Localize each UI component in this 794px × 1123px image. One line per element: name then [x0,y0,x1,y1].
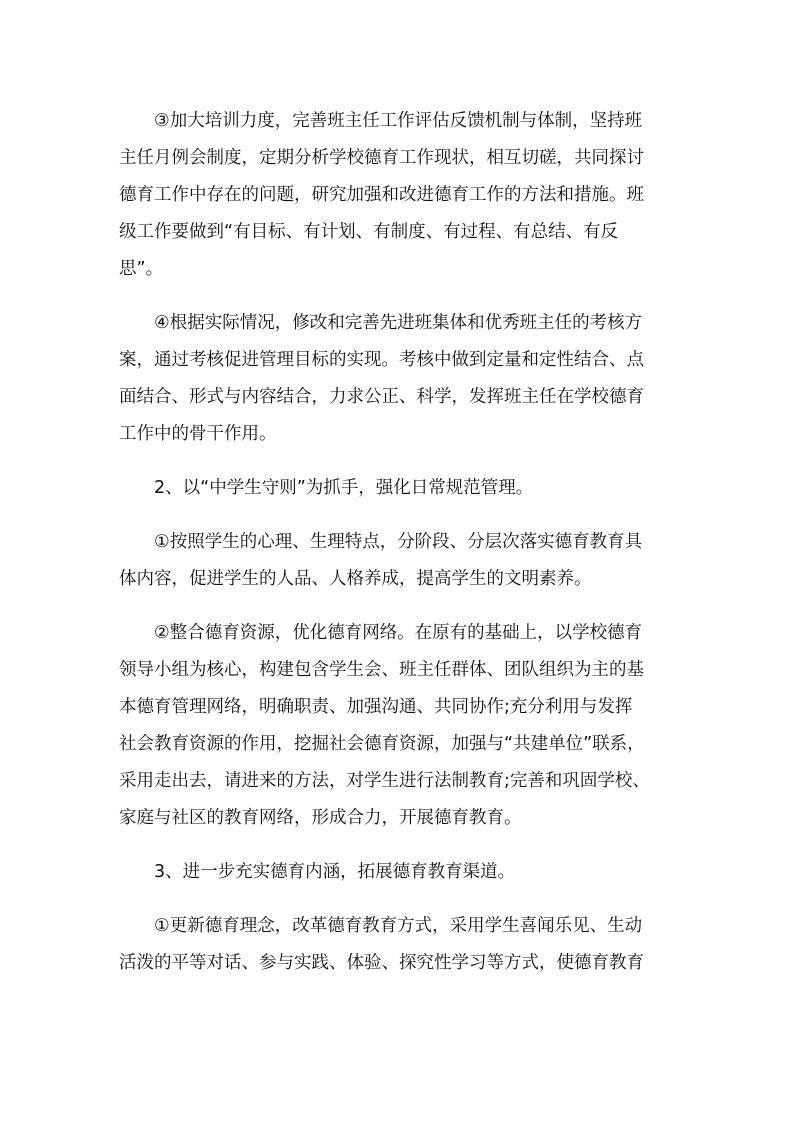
text-line: 活泼的平等对话、参与实践、体验、探究性学习等方式，使德育教育 [119,953,644,973]
document-body [119,103,682,999]
paragraph-1-point-continued [119,908,682,982]
section-heading-3 [119,854,682,891]
text-line: 2、以“中学生守则”为抓手，强化日常规范管理。 [154,478,534,498]
text-line: 领导小组为核心，构建包含学生会、班主任群体、团队组织为主的基 [119,660,644,680]
text-line: 3、进一步充实德育内涵，拓展德育教育渠道。 [154,862,516,882]
text-line: 体内容，促进学生的人品、人格养成，提高学生的文明素养。 [119,569,592,589]
paragraph-1-point [119,524,682,598]
text-line: ③加大培训力度，完善班主任工作评估反馈机制与体制，坚持班 [154,111,643,131]
paragraph-2-point [119,615,682,837]
text-line: ④根据实际情况，修改和完善先进班集体和优秀班主任的考核方 [154,313,643,333]
paragraph-3-point [119,103,682,288]
text-line: 本德育管理网络，明确职责、加强沟通、共同协作;充分利用与发挥 [119,697,633,717]
paragraph-4-point [119,305,682,453]
text-line: ②整合德育资源，优化德育网络。在原有的基础上，以学校德育 [154,623,643,643]
text-line: 德育工作中存在的问题，研究加强和改进德育工作的方法和措施。班 [119,185,644,205]
text-line: 社会教育资源的作用，挖掘社会德育资源，加强与“共建单位”联系， [119,734,645,754]
text-line: 主任月例会制度，定期分析学校德育工作现状，相互切磋，共同探讨 [119,148,644,168]
text-line: ①按照学生的心理、生理特点，分阶段、分层次落实德育教育具 [154,532,643,552]
text-line: 案，通过考核促进管理目标的实现。考核中做到定量和定性结合、点 [119,350,644,370]
text-line: 思”。 [119,259,164,279]
text-line: 面结合、形式与内容结合，力求公正、科学，发挥班主任在学校德育 [119,387,644,407]
text-line: ①更新德育理念，改革德育教育方式，采用学生喜闻乐见、生动 [154,916,643,936]
text-line: 工作中的骨干作用。 [119,424,277,444]
text-line: 级工作要做到“有目标、有计划、有制度、有过程、有总结、有反 [119,222,619,242]
text-line: 采用走出去，请进来的方法，对学生进行法制教育;完善和巩固学校、 [119,771,650,791]
section-heading-2 [119,470,682,507]
text-line: 家庭与社区的教育网络，形成合力，开展德育教育。 [119,808,522,828]
